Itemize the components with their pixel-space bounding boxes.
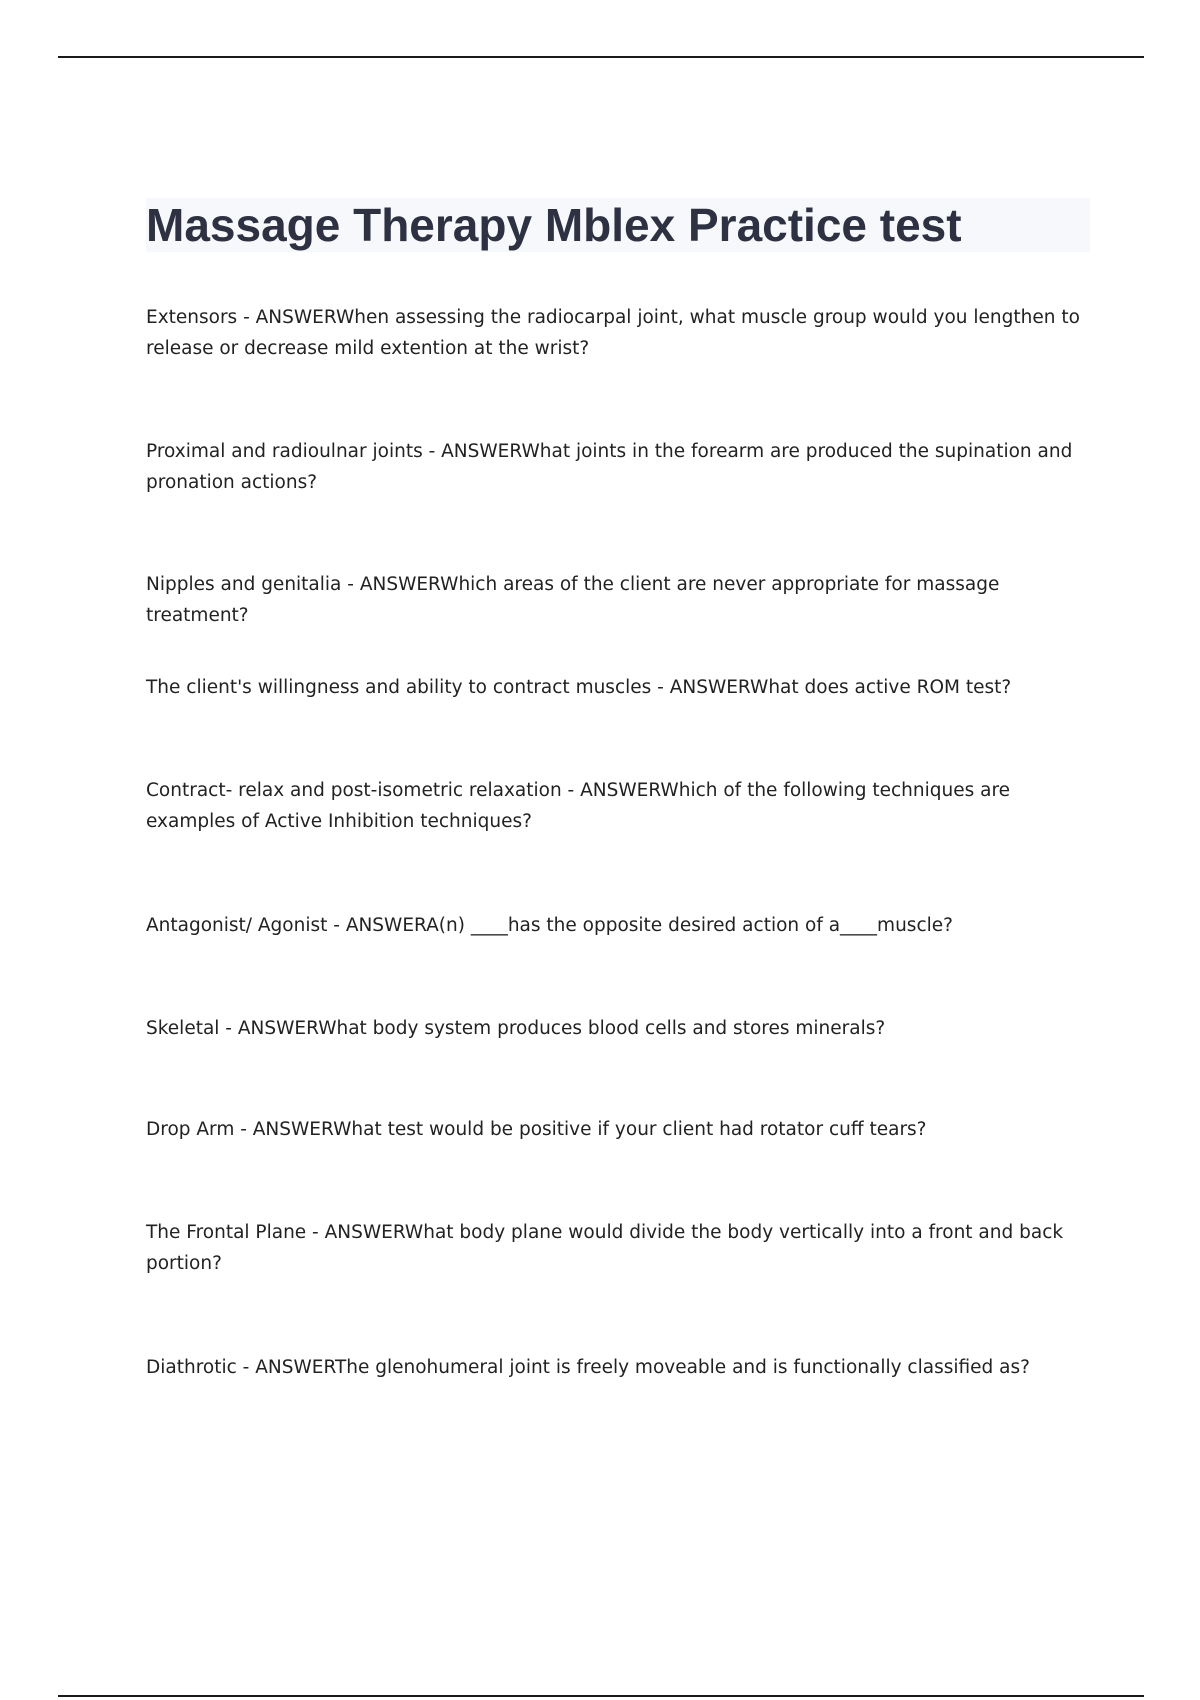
top-rule bbox=[58, 56, 1144, 58]
qa-item-4: The client's willingness and ability to contract muscles - ANSWERWhat does active ROM test? bbox=[146, 677, 1012, 698]
qa-item-2: Proximal and radioulnar joints - ANSWERWhat joints in the forearm are produced the supination and pronation actions? bbox=[146, 441, 1073, 493]
qa-item-5: Contract- relax and post-isometric relaxation - ANSWERWhich of the following techniques are examples of Active Inhibition techniques? bbox=[146, 780, 1011, 832]
qa-item-7: Skeletal - ANSWERWhat body system produces blood cells and stores minerals? bbox=[146, 1018, 886, 1039]
qa-item-9: The Frontal Plane - ANSWERWhat body plane would divide the body vertically into a front and back portion? bbox=[146, 1222, 1064, 1274]
qa-item-8: Drop Arm - ANSWERWhat test would be positive if your client had rotator cuff tears? bbox=[146, 1119, 927, 1140]
qa-item-1: Extensors - ANSWERWhen assessing the radiocarpal joint, what muscle group would you lengthen to release or decrease mild extention at the wrist? bbox=[146, 307, 1080, 359]
page-title: Massage Therapy Mblex Practice test bbox=[146, 199, 962, 251]
qa-item-10: Diathrotic - ANSWERThe glenohumeral joint is freely moveable and is functionally classified as? bbox=[146, 1357, 1030, 1378]
qa-item-3: Nipples and genitalia - ANSWERWhich areas of the client are never appropriate for massage treatment? bbox=[146, 574, 1000, 626]
qa-item-6: Antagonist/ Agonist - ANSWERA(n) ____has the opposite desired action of a____muscle? bbox=[146, 915, 953, 936]
bottom-rule bbox=[58, 1695, 1144, 1697]
